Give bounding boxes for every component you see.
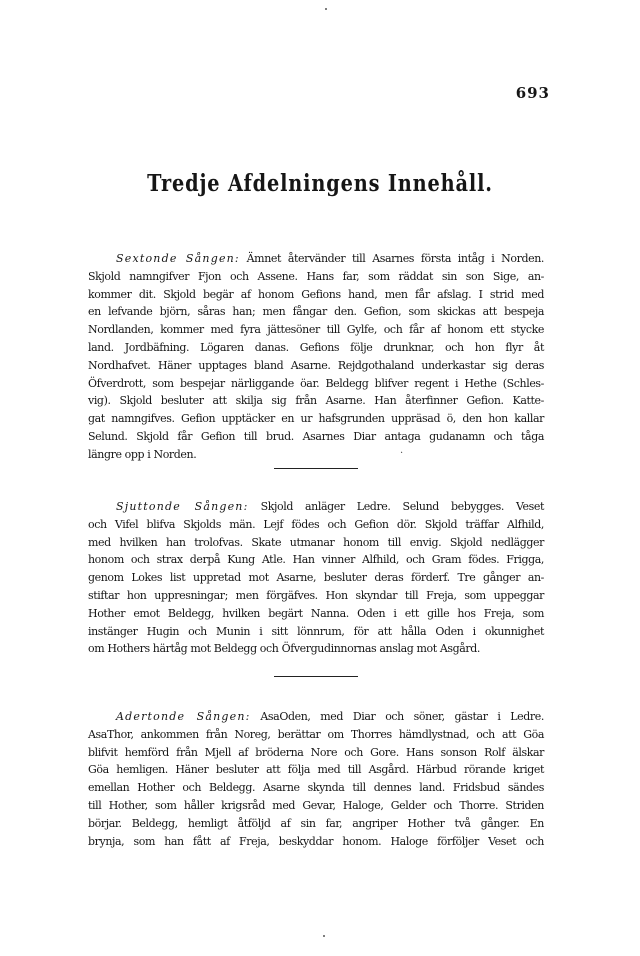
ink-speck (325, 8, 327, 10)
section-sextonde (88, 250, 544, 464)
page-number: 693 (515, 84, 550, 102)
page-title: Tredje Afdelningens Innehåll. (147, 170, 493, 197)
line-text: AsaOden, med Diar och söner, gästar i Ledre. (260, 710, 544, 723)
section-heading: Sextonde Sången: (116, 252, 240, 265)
text-line: Nordlanden, kommer med fyra jättesöner till Gylfe, och får af honom ett stycke (88, 323, 544, 337)
text-line (88, 708, 544, 726)
text-line: med hvilken han trolofvas. Skate utmanar honom till envig. Skjold nedlägger (88, 535, 544, 549)
stray-mark: · (400, 448, 404, 459)
text-line: emellan Hother och Beldegg. Asarne skynda till dennes land. Fridsbud sändes (88, 781, 544, 795)
text-line: Selund. Skjold får Gefion till brud. Asarnes Diar antaga gudanamn och tåga (88, 429, 544, 443)
text-line: blifvit hemförd från Mjell af bröderna Nore och Gore. Hans sonson Rolf älskar (88, 745, 544, 759)
text-line: en lefvande björn, såras han; men fångar den. Gefion, som skickas att bespeja (88, 305, 544, 319)
text-line: instänger Hugin och Munin i sitt lönnrum, för att hålla Oden i okunnighet (88, 624, 544, 638)
text-line: börjar. Beldegg, hemligt åtföljd af sin far, angriper Hother två gånger. En (88, 816, 544, 830)
text-line: gat namngifves. Gefion upptäcker en ur hafsgrunden uppräsad ö, den hon kallar (88, 412, 544, 426)
text-line (88, 250, 544, 268)
text-line: om Hothers härtåg mot Beldegg och Öfvergudinnornas anslag mot Asgård. (88, 642, 481, 656)
text-line: brynja, som han fått af Freja, beskyddar honom. Haloge förföljer Veset och (88, 834, 544, 848)
text-line: honom och strax derpå Kung Atle. Han vinner Alfhild, och Gram födes. Frigga, (88, 553, 544, 567)
text-line: Göa hemligen. Häner besluter att följa med till Asgård. Härbud rörande kriget (88, 763, 544, 777)
text-line (88, 498, 544, 516)
line-text: Ämnet återvänder till Asarnes första intåg i Norden. (246, 252, 544, 265)
section-sjuttonde (88, 498, 544, 658)
line-text: Skjold anläger Ledre. Selund bebygges. Veset (260, 500, 544, 513)
text-line: kommer dit. Skjold begär af honom Gefions hand, men får afslag. I strid med (88, 287, 544, 301)
text-line: vig). Skjold besluter att skilja sig från Asarne. Han återfinner Gefion. Katte- (88, 394, 544, 408)
text-line: AsaThor, ankommen från Noreg, berättar om Thorres hämdlystnad, och att Göa (88, 727, 544, 741)
text-line: Hother emot Beldegg, hvilken begärt Nanna. Oden i ett gille hos Freja, som (88, 606, 544, 620)
text-line: Öfverdrott, som bespejar närliggande öar. Beldegg blifver regent i Hethe (Schles- (88, 376, 544, 390)
ink-speck (323, 935, 325, 937)
text-line: och Vifel blifva Skjolds män. Lejf födes och Gefion dör. Skjold träffar Alfhild, (88, 517, 544, 531)
text-line: längre opp i Norden. (88, 447, 197, 461)
section-divider (274, 468, 358, 469)
text-line: land. Jordbäfning. Lögaren danas. Gefions följe drunknar, och hon flyr åt (88, 340, 544, 354)
text-line: stiftar hon uppresningar; men förgäfves. Hon skyndar till Freja, som uppeggar (88, 588, 544, 602)
section-divider (274, 676, 358, 677)
text-line: till Hother, som håller krigsråd med Gevar, Haloge, Gelder och Thorre. Striden (88, 798, 544, 812)
text-line: Skjold namngifver Fjon och Assene. Hans far, som räddat sin son Sige, an- (88, 269, 544, 283)
section-heading: Sjuttonde Sången: (116, 500, 249, 513)
text-line: Nordhafvet. Häner upptages bland Asarne. Rejdgothaland underkastar sig deras (88, 358, 544, 372)
section-adertonde (88, 708, 544, 850)
text-line: genom Lokes list uppretad mot Asarne, besluter deras förderf. Tre gånger an- (88, 571, 544, 585)
section-heading: Adertonde Sången: (116, 710, 251, 723)
